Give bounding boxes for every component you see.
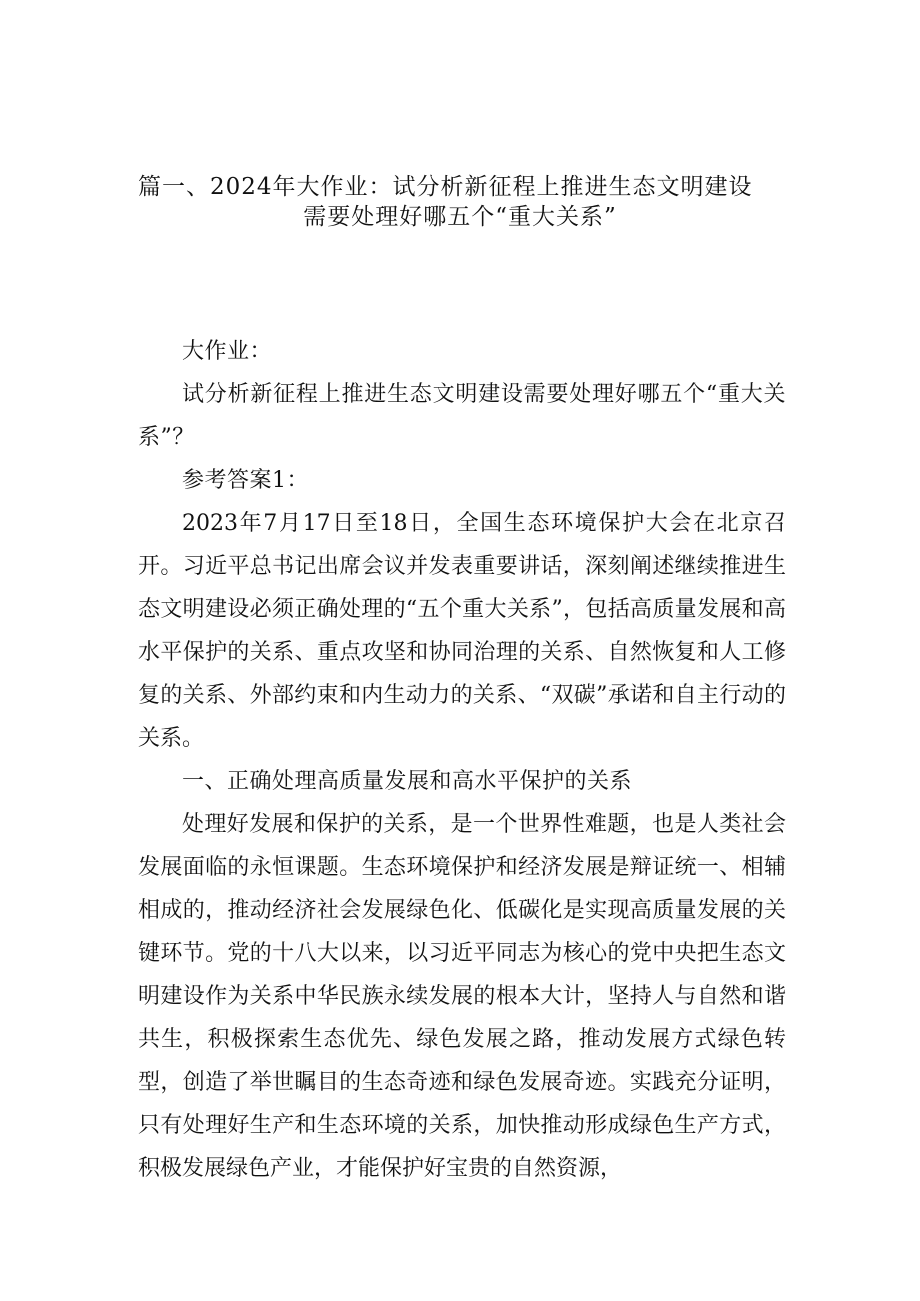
answer-label: 参考答案1： — [182, 468, 309, 493]
section-heading: 一、正确处理高质量发展和高水平保护的关系 — [182, 769, 633, 794]
body-paragraph: 处理好发展和保护的关系，是一个世界性难题，也是人类社会发展面临的永恒课题。生态环境保护和经济发展是辩证统一、相辅相成的，推动经济社会发展绿色化、低碳化是实现高质量发展的关键环节。党的十八大以来，以习近平同志为核心的党中央把生态文明建设作为关系中华民族永续发展的根本大计，坚持人与自然和谐共生，积极探索生态优先、绿色发展之路，推动发展方式绿色转型，创造了举世瞩目的生态奇迹和绿色发展奇迹。实践充分证明，只有处理好生产和生态环境的关系，加快推动形成绿色生产方式，积极发展绿色产业，才能保护好宝贵的自然资源， — [138, 812, 786, 1181]
document-body — [138, 330, 786, 1190]
intro-paragraph: 2023年7月17日至18日，全国生态环境保护大会在北京召开。习近平总书记出席会议并发表重要讲话，深刻阐述继续推进生态文明建设必须正确处理的“五个重大关系”，包括高质量发展和高水平保护的关系、重点攻坚和协同治理的关系、自然恢复和人工修复的关系、外部约束和内生动力的关系、“双碳”承诺和自主行动的关系。 — [138, 511, 786, 751]
section-label: 大作业： — [182, 339, 273, 364]
document-title-line-2: 需要处理好哪五个“重大关系” — [303, 204, 617, 230]
document-title-line-1: 篇一、2024年大作业：试分析新征程上推进生态文明建设 — [138, 174, 753, 200]
question-paragraph: 试分析新征程上推进生态文明建设需要处理好哪五个“重大关系”？ — [138, 382, 786, 450]
